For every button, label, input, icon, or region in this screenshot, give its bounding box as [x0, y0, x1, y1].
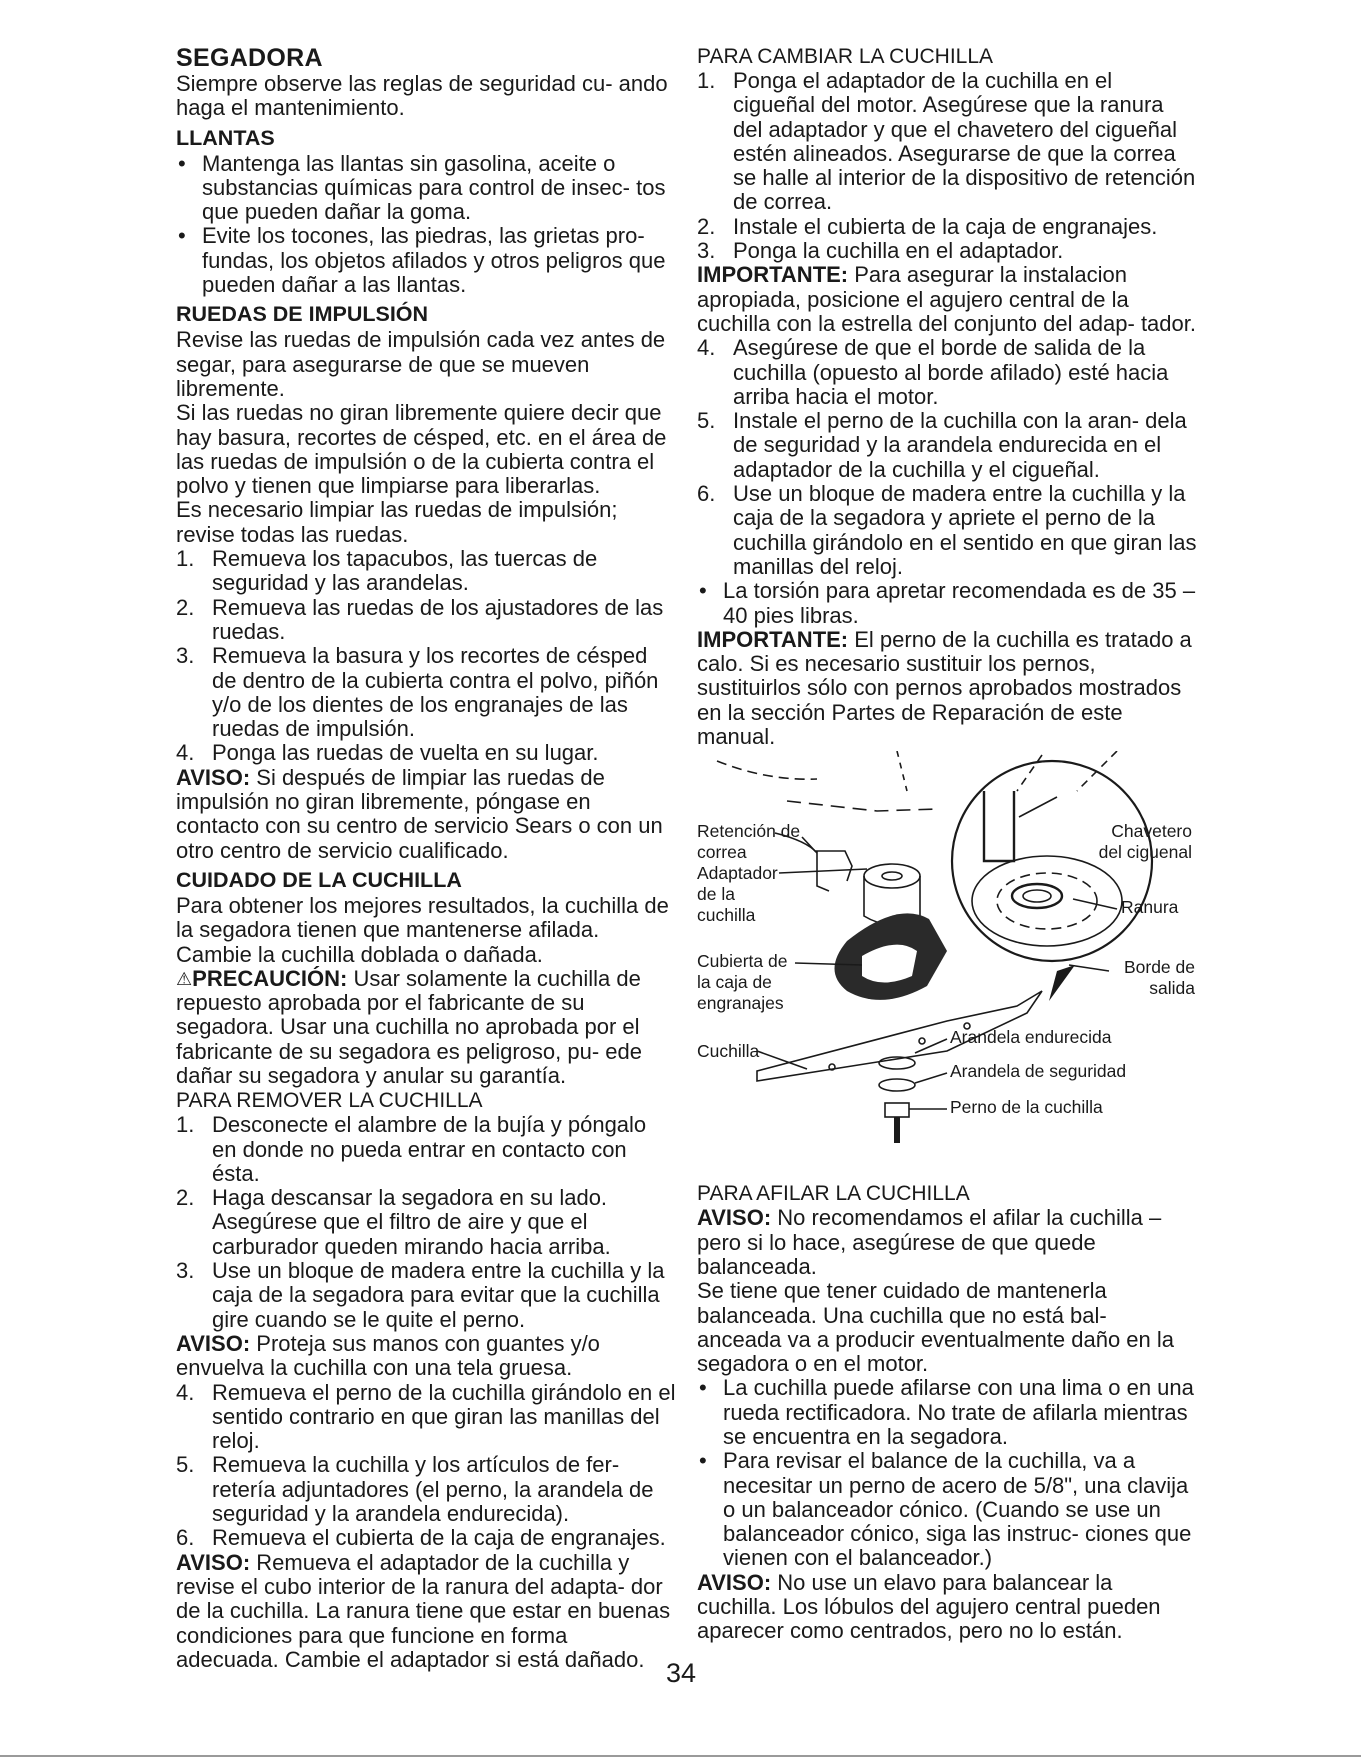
paragraph: Es necesario limpiar las ruedas de impulsión; revise todas las ruedas. — [176, 497, 618, 547]
label-cubierta: Cubierta de la caja de engranajes — [697, 951, 788, 1014]
list-item: 5. Remueva la cuchilla y los artículos de fer- retería adjuntadores (el perno, la arandela de seguridad y la arandela endurecida). — [176, 1452, 654, 1527]
list-item: 6. Use un bloque de madera entre la cuchilla y la caja de la segadora y apriete el perno de la cuchilla girándolo en el sentido en que giran las manillas del reloj. — [697, 481, 1197, 579]
heading-remover: PARA REMOVER LA CUCHILLA — [176, 1089, 483, 1113]
list-item: • Para revisar el balance de la cuchilla, va a necesitar un perno de acero de 5/8", una clavija o un balanceador cónico. (Cuando se use un balanceador cónico, siga las instruc- ciones que vienen con el balanceador.) — [699, 1448, 1192, 1571]
heading-ruedas: RUEDAS DE IMPULSIÓN — [176, 302, 429, 327]
precaucion-note: ⚠PRECAUCIÓN: Usar solamente la cuchilla de repuesto aprobada por el fabricante de su segadora. Usar una cuchilla no aprobada por el fabricante de su segadora es peligroso, pu- ede dañar su segadora y anular su garantía. — [176, 965, 642, 1088]
label-borde: Borde de salida — [1123, 957, 1195, 999]
warning-triangle-icon: ⚠ — [176, 968, 193, 989]
right-column — [697, 44, 1197, 1644]
importante-note: IMPORTANTE: Para asegurar la instalacion apropiada, posicione el agujero central de la cuchilla con la estrella del conjunto del adap- tador. — [697, 262, 1196, 336]
paragraph: Si las ruedas no giran libremente quiere decir que hay basura, recortes de césped, etc. en el área de las ruedas de impulsión o de la cubierta contra el polvo y tienen que limpiarse para liberarlas. — [176, 400, 667, 499]
list-item: • La cuchilla puede afilarse con una lima o en una rueda rectificadora. No trate de afilarla mientras se encuentra en la segadora. — [699, 1375, 1194, 1449]
section-title-segadora: SEGADORA — [176, 44, 323, 72]
list-item: 4. Asegúrese de que el borde de salida de la cuchilla (opuesto al borde afilado) esté hacia arriba hacia el motor. — [697, 335, 1169, 409]
label-perno: Perno de la cuchilla — [950, 1097, 1103, 1118]
label-chavetero: Chavetero del ciguenal — [1098, 821, 1192, 863]
paragraph: Revise las ruedas de impulsión cada vez antes de segar, para asegurarse de que se mueven libremente. — [176, 327, 666, 401]
bullet-icon: • — [699, 578, 707, 604]
aviso-note: AVISO: Si después de limpiar las ruedas de impulsión no giran libremente, póngase en contacto con su centro de servicio Sears o con un otro centro de servicio cualificado. — [176, 764, 663, 863]
blade-assembly-diagram — [697, 751, 1197, 1181]
label-cuchilla: Cuchilla — [697, 1041, 760, 1062]
label-retencion: Retención de correa — [697, 821, 801, 863]
aviso-note: AVISO: Proteja sus manos con guantes y/o envuelva la cuchilla con una tela gruesa. — [176, 1330, 600, 1381]
list-item: 2. Haga descansar la segadora en su lado. Asegúrese que el filtro de aire y que el carburador queden mirando hacia arriba. — [176, 1185, 611, 1259]
list-item: 1. Desconecte el alambre de la bujía y póngalo en donde no pueda entrar en contacto con ésta. — [176, 1112, 647, 1186]
list-item: • La torsión para apretar recomendada es de 35 – 40 pies libras. — [699, 578, 1196, 628]
left-column — [176, 44, 676, 1672]
list-item: 3. Use un bloque de madera entre la cuchilla y la caja de la segadora para evitar que la cuchilla gire cuando se le quite el perno. — [176, 1258, 665, 1332]
heading-cuidado: CUIDADO DE LA CUCHILLA — [176, 867, 462, 892]
label-arandela-endurecida: Arandela endurecida — [950, 1027, 1112, 1048]
aviso-note: AVISO: No recomendamos el afilar la cuchilla – pero si lo hace, asegúrese de que quede balanceada. — [697, 1205, 1162, 1279]
bullet-icon: • — [178, 223, 186, 249]
paragraph: Se tiene que tener cuidado de mantenerla balanceada. Una cuchilla que no está bal- anceada va a producir eventualmente daño en la segadora o en el motor. — [697, 1278, 1175, 1377]
list-item: 3. Remueva la basura y los recortes de césped de dentro de la cubierta contra el polvo, piñón y/o de los dientes de los engranajes de las ruedas de impulsión. — [176, 643, 659, 742]
page-bottom-rule — [0, 1755, 1361, 1757]
list-item: 4. Ponga las ruedas de vuelta en su lugar. — [176, 740, 599, 766]
aviso-note: AVISO: No use un elavo para balancear la cuchilla. Los lóbulos del agujero central pueden aparecer como centrados, pero no lo están. — [697, 1569, 1161, 1644]
list-item: 4. Remueva el perno de la cuchilla girándolo en el sentido contrario en que giran las manillas del reloj. — [176, 1379, 676, 1454]
label-arandela-seguridad: Arandela de seguridad — [950, 1061, 1127, 1082]
heading-llantas: LLANTAS — [176, 125, 275, 150]
page-number: 34 — [666, 1658, 697, 1688]
paragraph: Para obtener los mejores resultados, la cuchilla de la segadora tienen que mantenerse afilada. Cambie la cuchilla doblada o dañada. — [176, 892, 669, 967]
list-item: 1. Remueva los tapacubos, las tuercas de seguridad y las arandelas. — [176, 546, 598, 596]
list-item: 1. Ponga el adaptador de la cuchilla en el cigueñal del motor. Asegúrese que la ranura del adaptador y que el chavetero del cigueñal estén alineados. Asegurarse de que la correa se halle al interior de la dispositivo de retención de correa. — [697, 68, 1196, 215]
list-item: • Evite los tocones, las piedras, las grietas pro- fundas, los objetos afilados y otros peligros que pueden dañar a las llantas. — [178, 223, 666, 298]
list-item: • Mantenga las llantas sin gasolina, aceite o substancias químicas para control de insec- tos que pueden dañar la goma. — [178, 150, 666, 225]
label-ranura: Ranura — [1121, 897, 1179, 918]
list-item: 3. Ponga la cuchilla en el adaptador. — [697, 238, 1064, 264]
intro-paragraph: Siempre observe las reglas de seguridad cu- ando haga el mantenimiento. — [176, 71, 668, 121]
aviso-note: AVISO: Remueva el adaptador de la cuchilla y revise el cubo interior de la ranura del adapta- dor de la cuchilla. La ranura tiene que estar en buenas condiciones para que funcione en forma adecuada. Cambie el adaptador si está dañado. — [176, 1549, 671, 1672]
list-item: 2. Instale el cubierta de la caja de engranajes. — [697, 213, 1158, 239]
label-adaptador: Adaptador de la cuchilla — [697, 863, 778, 926]
list-item: 5. Instale el perno de la cuchilla con la aran- dela de seguridad y la arandela endurecida en el adaptador de la cuchilla y el cigueñal. — [697, 408, 1187, 482]
list-item: 2. Remueva las ruedas de los ajustadores de las ruedas. — [176, 594, 664, 644]
heading-cambiar: PARA CAMBIAR LA CUCHILLA — [697, 45, 994, 68]
list-item: 6. Remueva el cubierta de la caja de engranajes. — [176, 1525, 666, 1551]
bullet-icon: • — [699, 1448, 707, 1474]
bullet-icon: • — [699, 1375, 707, 1401]
importante-note: IMPORTANTE: El perno de la cuchilla es tratado a calo. Si es necesario sustituir los pernos, sustituirlos sólo con pernos aprobados mostrados en la sección Partes de Reparación de este manual. — [697, 626, 1192, 750]
bullet-icon: • — [178, 150, 186, 176]
heading-afilar: PARA AFILAR LA CUCHILLA — [697, 1182, 970, 1206]
